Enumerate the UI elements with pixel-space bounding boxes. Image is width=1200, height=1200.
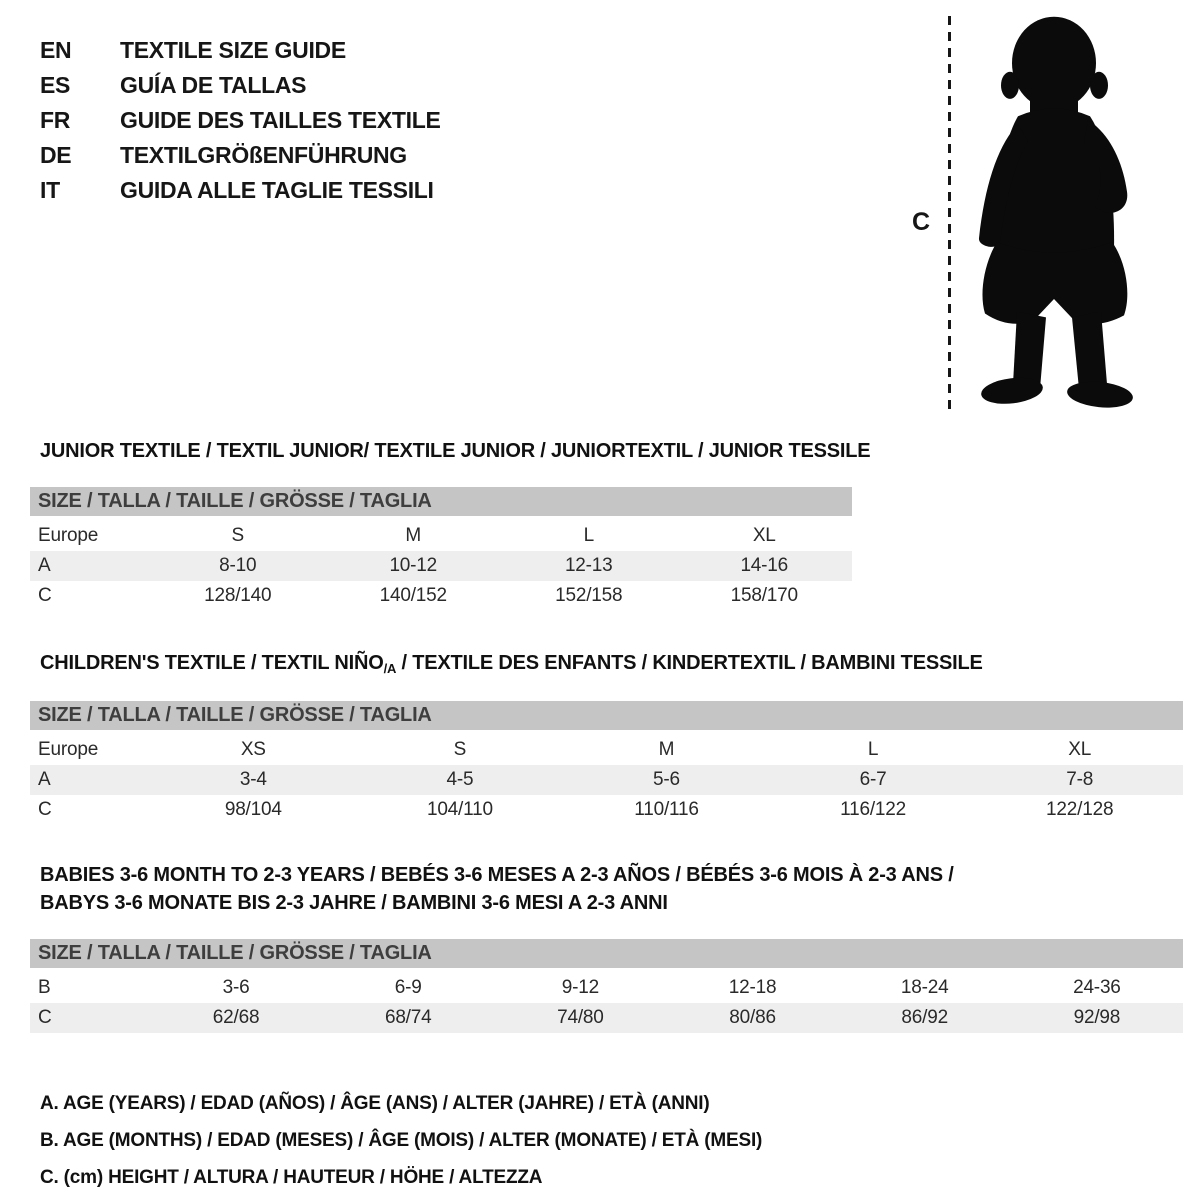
table-row-height: [30, 795, 1183, 825]
lang-label: GUIDA ALLE TAGLIE TESSILI: [120, 177, 434, 203]
children-title-sub: /A: [383, 661, 397, 676]
cell: 110/116: [634, 799, 699, 820]
cell: 6-9: [394, 977, 422, 998]
babies-size-table: [30, 939, 1183, 1033]
cell: 122/128: [1046, 799, 1114, 820]
cell: 92/98: [1073, 1007, 1121, 1028]
children-size-table: [30, 701, 1183, 825]
cell: 9-12: [561, 977, 599, 998]
cell: M: [658, 739, 675, 760]
lang-code: EN: [40, 37, 72, 63]
junior-table-header: SIZE / TALLA / TAILLE / GRÖSSE / TAGLIA: [30, 487, 852, 516]
children-title-post: / TEXTILE DES ENFANTS / KINDERTEXTIL / BAMBINI TESSILE: [396, 652, 983, 674]
table-row-months: [30, 973, 1183, 1003]
row-label: Europe: [38, 739, 99, 760]
size-guide-content: [30, 437, 1183, 1196]
table-row-europe: [30, 735, 1183, 765]
cell: XL: [752, 525, 776, 546]
cell: 158/170: [730, 585, 798, 606]
cell: 86/92: [901, 1007, 948, 1028]
lang-label: GUÍA DE TALLAS: [120, 72, 307, 98]
cell: L: [867, 739, 879, 760]
cell: 116/122: [840, 799, 907, 820]
height-measure-figure: [0, 0, 1200, 430]
height-measure-dashed-line: [948, 16, 951, 416]
lang-code: IT: [40, 177, 60, 203]
babies-section-title: [40, 861, 1183, 917]
cell: 74/80: [557, 1007, 604, 1028]
cell: 18-24: [900, 977, 949, 998]
cell: 128/140: [204, 585, 272, 606]
table-row-europe: [30, 521, 852, 551]
cell: 62/68: [212, 1007, 260, 1028]
cell: 68/74: [384, 1007, 432, 1028]
table-row-height: [30, 581, 852, 611]
cell: S: [453, 739, 467, 760]
table-row-height: [30, 1003, 1183, 1033]
cell: L: [583, 525, 594, 546]
cell: 152/158: [555, 585, 623, 606]
measurement-legend: [40, 1085, 1183, 1196]
cell: XL: [1068, 739, 1092, 760]
junior-size-table: [30, 487, 852, 611]
table-row-age: [30, 765, 1183, 795]
cell: 14-16: [740, 555, 789, 576]
cell: 24-36: [1073, 977, 1121, 998]
cell: 4-5: [446, 769, 474, 790]
legend-line-a: A. AGE (YEARS) / EDAD (AÑOS) / ÂGE (ANS) / ALTER (JAHRE) / ETÀ (ANNI): [40, 1093, 710, 1114]
cell: 10-12: [389, 555, 438, 576]
cell: 12-13: [564, 555, 613, 576]
cell: XS: [240, 739, 266, 760]
row-label: C: [38, 1007, 52, 1028]
children-table-header: SIZE / TALLA / TAILLE / GRÖSSE / TAGLIA: [30, 701, 1183, 730]
row-label: A: [38, 555, 51, 576]
row-label: A: [38, 769, 51, 790]
cell: 80/86: [729, 1007, 776, 1028]
babies-title-line-2: BABYS 3-6 MONATE BIS 2-3 JAHRE / BAMBINI 3-6 MESI A 2-3 ANNI: [40, 892, 668, 914]
height-measure-label: C: [912, 208, 931, 236]
cell: 5-6: [653, 769, 680, 790]
babies-title-line-1: BABIES 3-6 MONTH TO 2-3 YEARS / BEBÉS 3-6 MESES A 2-3 AÑOS / BÉBÉS 3-6 MOIS À 2-3 ANS /: [40, 864, 954, 886]
cell: 3-4: [239, 769, 267, 790]
children-section-title: [40, 649, 1183, 679]
lang-code: DE: [40, 142, 72, 168]
babies-table-header: SIZE / TALLA / TAILLE / GRÖSSE / TAGLIA: [30, 939, 1183, 968]
junior-section-title: JUNIOR TEXTILE / TEXTIL JUNIOR/ TEXTILE JUNIOR / JUNIORTEXTIL / JUNIOR TESSILE: [40, 440, 871, 462]
lang-label: TEXTILE SIZE GUIDE: [120, 37, 346, 63]
cell: S: [231, 525, 244, 546]
cell: 6-7: [859, 769, 887, 790]
cell: 3-6: [222, 977, 250, 998]
lang-label: TEXTILGRÖßENFÜHRUNG: [120, 142, 407, 168]
lang-code: ES: [40, 72, 71, 98]
children-title-pre: CHILDREN'S TEXTILE / TEXTIL NIÑO: [40, 652, 384, 674]
table-row-age: [30, 551, 852, 581]
cell: 12-18: [728, 977, 777, 998]
baby-silhouette-icon: [962, 8, 1142, 414]
cell: 140/152: [379, 585, 447, 606]
cell: 7-8: [1066, 769, 1094, 790]
row-label: B: [38, 977, 51, 998]
lang-label: GUIDE DES TAILLES TEXTILE: [120, 107, 441, 133]
row-label: C: [38, 585, 52, 606]
row-label: Europe: [38, 525, 99, 546]
cell: 8-10: [219, 555, 257, 576]
row-label: C: [38, 799, 52, 820]
cell: M: [405, 525, 422, 546]
lang-code: FR: [40, 107, 71, 133]
cell: 104/110: [426, 799, 493, 820]
legend-line-c: C. (cm) HEIGHT / ALTURA / HAUTEUR / HÖHE / ALTEZZA: [40, 1167, 543, 1188]
legend-line-b: B. AGE (MONTHS) / EDAD (MESES) / ÂGE (MOIS) / ALTER (MONATE) / ETÀ (MESI): [40, 1130, 763, 1151]
cell: 98/104: [224, 799, 282, 820]
